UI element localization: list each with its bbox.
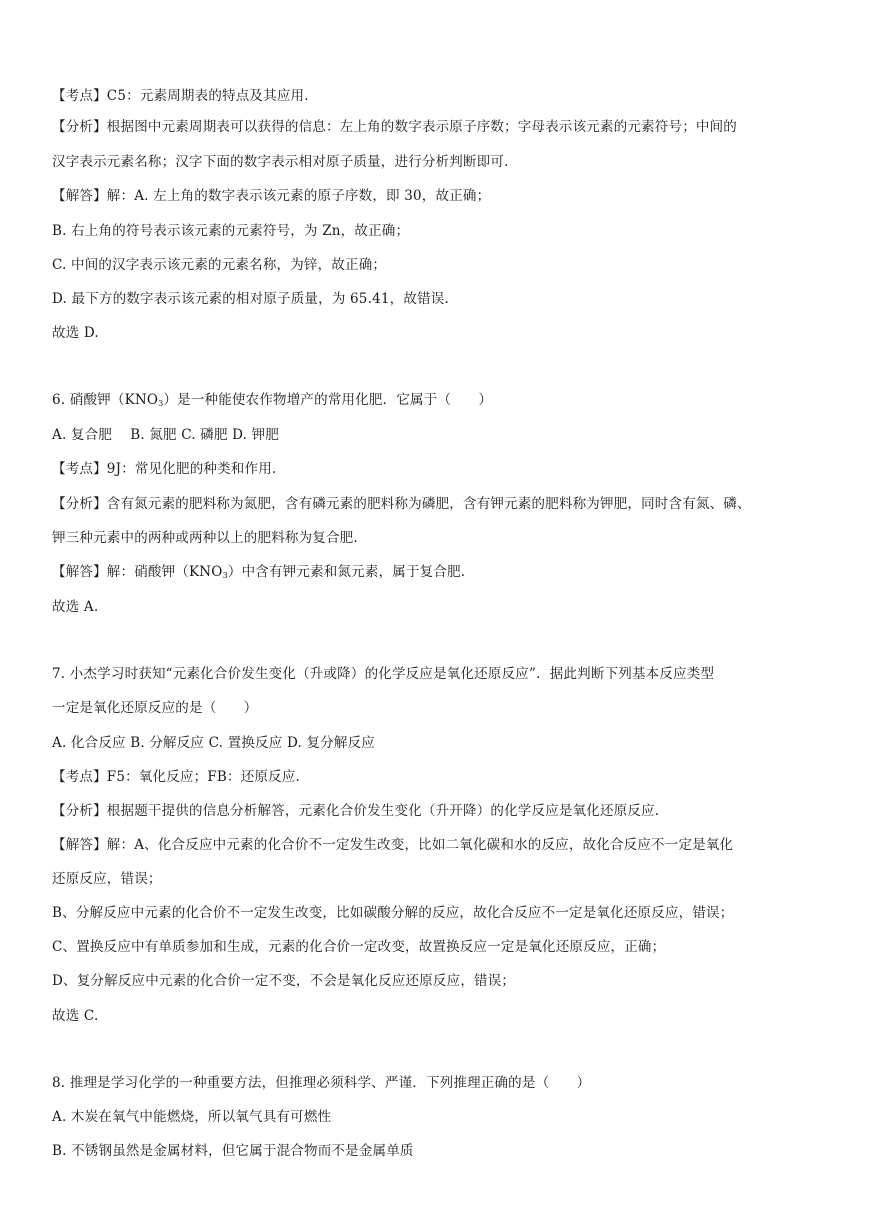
q5-option-b-analysis: B. 右上角的符号表示该元素的元素符号，为 Zn，故正确； — [52, 223, 410, 239]
q6-fenxi-line2: 钾三种元素中的两种或两种以上的肥料称为复合肥. — [52, 530, 358, 546]
q6-stem-text-a: 6. 硝酸钾（KNO — [52, 392, 159, 408]
q5-fenxi-line1: 【分析】根据图中元素周期表可以获得的信息：左上角的数字表示原子序数；字母表示该元素的元素符号；中间的 — [52, 119, 737, 135]
q6-jieda-text-b: ）中含有钾元素和氮元素，属于复合肥. — [227, 564, 466, 580]
q7-options: A. 化合反应 B. 分解反应 C. 置换反应 D. 复分解反应 — [52, 735, 375, 751]
q6-jieda-text-a: 【解答】解：硝酸钾（KNO — [52, 564, 223, 580]
q7-option-d-analysis: D、复分解反应中元素的化合价一定不变，不会是氧化反应还原反应，错误； — [52, 973, 516, 989]
q8-option-b: B. 不锈钢虽然是金属材料，但它属于混合物而不是金属单质 — [52, 1143, 414, 1159]
q7-jieda-line1: 【解答】解：A、化合反应中元素的化合价不一定发生改变，比如二氧化碳和水的反应，故化合反应不一定是氧化 — [52, 837, 734, 853]
q7-kaodian: 【考点】F5：氧化反应；FB：还原反应. — [52, 769, 301, 785]
q7-stem-line1: 7. 小杰学习时获知“元素化合价发生变化（升或降）的化学反应是氧化还原反应”．据此判断下列基本反应类型 — [52, 666, 715, 682]
q7-option-b-analysis: B、分解反应中元素的化合价不一定发生改变，比如碳酸分解的反应，故化合反应不一定是氧化还原反应，错误； — [52, 905, 734, 921]
q6-jieda-subscript: 3 — [222, 571, 228, 580]
q6-fenxi-line1: 【分析】含有氮元素的肥料称为氮肥，含有磷元素的肥料称为磷肥，含有钾元素的肥料称为钾肥，同时含有氮、磷、 — [52, 496, 751, 512]
q6-answer: 故选 A. — [52, 599, 99, 615]
q5-answer: 故选 D. — [52, 325, 99, 341]
q5-option-d-analysis: D. 最下方的数字表示该元素的相对原子质量，为 65.41，故错误. — [52, 291, 449, 307]
q5-option-c-analysis: C. 中间的汉字表示该元素的元素名称，为锌，故正确； — [52, 257, 387, 273]
q8-stem: 8. 推理是学习化学的一种重要方法，但推理必须科学、严谨．下列推理正确的是（ ） — [52, 1075, 591, 1091]
q6-options: A. 复合肥 B. 氮肥 C. 磷肥 D. 钾肥 — [52, 427, 280, 443]
q6-jieda — [52, 562, 829, 586]
q7-fenxi: 【分析】根据题干提供的信息分析解答，元素化合价发生变化（升开降）的化学反应是氧化还原反应. — [52, 803, 660, 819]
q7-stem-line2: 一定是氧化还原反应的是（ ） — [52, 700, 258, 716]
q5-jieda: 【解答】解：A. 左上角的数字表示该元素的原子序数，即 30，故正确； — [52, 188, 491, 204]
q7-option-c-analysis: C、置换反应中有单质参加和生成，元素的化合价一定改变，故置换反应一定是氧化还原反应，正确； — [52, 939, 666, 955]
q7-answer: 故选 C. — [52, 1008, 99, 1024]
q6-stem-text-b: ）是一种能使农作物增产的常用化肥．它属于（ ） — [163, 392, 493, 408]
q5-fenxi-line2: 汉字表示元素名称；汉字下面的数字表示相对原子质量，进行分析判断即可. — [52, 154, 509, 170]
q7-jieda-line2: 还原反应，错误； — [52, 871, 162, 887]
q5-kaodian: 【考点】C5：元素周期表的特点及其应用. — [52, 88, 309, 104]
q6-stem — [52, 390, 829, 414]
q6-kaodian: 【考点】9J：常见化肥的种类和作用. — [52, 461, 277, 477]
q8-option-a: A. 木炭在氧气中能燃烧，所以氧气具有可燃性 — [52, 1109, 332, 1125]
q6-stem-subscript: 3 — [158, 399, 164, 408]
